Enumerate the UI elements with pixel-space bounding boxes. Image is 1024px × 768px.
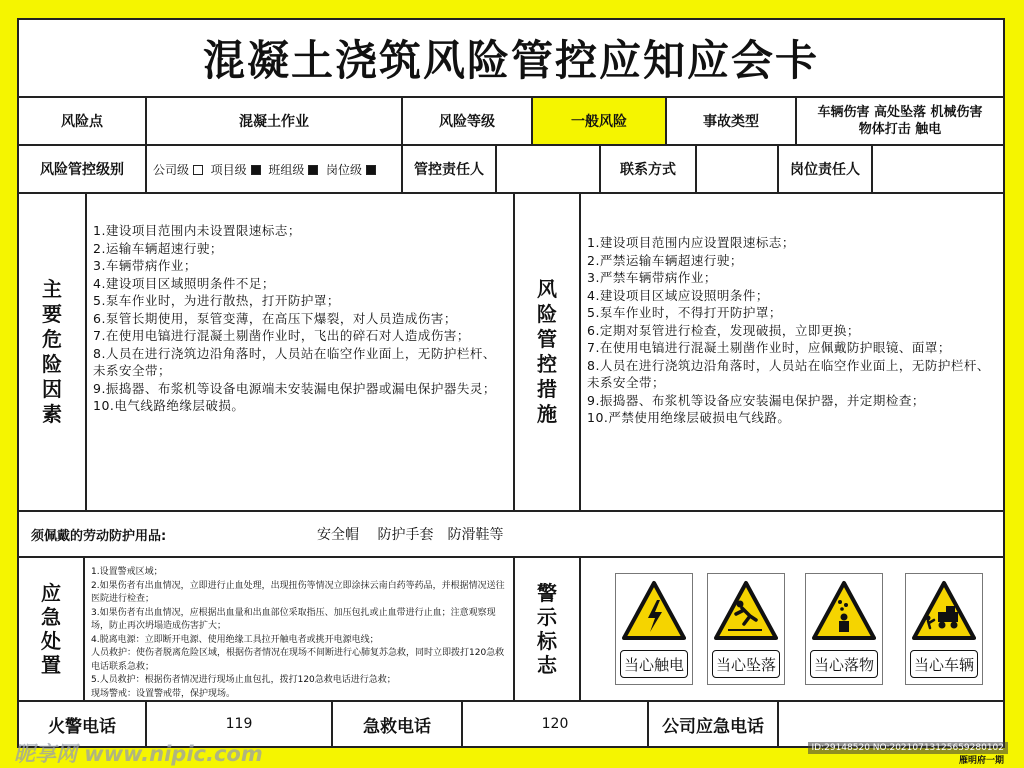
hazard-item: 9.振捣器、布浆机等设备电源端未安装漏电保护器或漏电保护器失灵； [93,380,496,396]
measure-item: 8.人员在进行浇筑边沿角落时，人员站在临空作业面上，无防护栏杆、未系安全带； [587,357,990,390]
measures-list [581,194,1005,512]
hazards-title: 主 要 危 险 因 素 [19,194,87,512]
hazards-list [87,194,515,512]
measure-item: 10.严禁使用绝缘层破损电气线路。 [587,410,791,425]
level-project: 项目级 [207,161,261,178]
measure-item: 1.建设项目范围内应设置限速标志； [587,235,795,250]
company-phone-label: 公司应急电话 [649,702,779,748]
level-post: 岗位级 [322,161,376,178]
falling-objects-icon [812,580,876,642]
measure-item: 4.建设项目区域应设照明条件； [587,287,769,303]
emergency-item: 1.设置警戒区域； [91,567,163,577]
electric-shock-icon [622,580,686,642]
warning-signs-panel [581,558,1005,702]
measure-item: 7.在使用电镐进行混凝土剔凿作业时，应佩戴防护眼镜、面罩； [587,340,951,355]
control-level-options [147,146,403,194]
hazard-item: 1.建设项目范围内未设置限速标志； [93,223,301,238]
warning-title: 警 示 标 志 [515,558,581,702]
hazard-item: 2.运输车辆超速行驶； [93,240,223,256]
risk-level-label: 风险等级 [403,98,533,146]
contact-value [697,146,779,194]
control-level-label: 风险管控级别 [19,146,147,194]
emergency-item: 现场警戒：设置警戒带，保护现场。 [91,688,236,699]
fire-phone-label: 火警电话 [19,702,147,748]
ambulance-phone-value: 120 [463,702,649,748]
emergency-item: 2.如果伤者有出血情况，立即进行止血处理，出现扭伤等情况立即涂抹云南白药等药品，并根据情况送往医院进行检查； [91,580,505,604]
emergency-item: 人员救护：使伤者脱离危险区域，根据伤者情况在现场不间断进行心肺复苏急救，同时立即拨打120急救电话联系急救； [91,648,505,672]
measure-item: 6.定期对泵管进行检查，发现破损，立即更换； [587,322,860,338]
hazard-item: 6.泵管长期使用，泵管变薄，在高压下爆裂，对人员造成伤害； [93,310,457,326]
responsible-value [497,146,601,194]
risk-level-value: 一般风险 [533,98,667,146]
measure-item: 9.振捣器、布浆机等设备应安装漏电保护器，并定期检查； [587,392,925,408]
footer-project-name: 雁明府一期 [958,756,1004,766]
hazard-item: 8.人员在进行浇筑边沿角落时，人员站在临空作业面上，无防护栏杆、未系安全带； [93,345,496,378]
fire-phone-value: 119 [147,702,333,748]
emergency-item: 3.如果伤者有出血情况，应根据出血量和出血部位采取指压、加压包扎或止血带进行止血；注意观察现场，防止再次坍塌造成伤害扩大； [91,607,496,631]
sign-label: 当心触电 [620,650,688,678]
sign-label: 当心坠落 [712,650,780,678]
responsible-label: 管控责任人 [403,146,497,194]
emergency-item: 5.人员救护：根据伤者情况进行现场止血包扎，拨打120急救电话进行急救； [91,675,396,685]
hazard-item: 7.在使用电镐进行混凝土剔凿作业时，飞出的碎石对人造成伤害； [93,328,470,343]
measure-item: 2.严禁运输车辆超速行驶； [587,252,743,268]
risk-point-value: 混凝土作业 [147,98,403,146]
accident-type-value [797,98,1005,146]
level-project-checkbox [251,165,261,175]
ambulance-phone-label: 急救电话 [333,702,463,748]
measure-item: 5.泵车作业时，不得打开防护罩； [587,305,782,320]
sign-falling-objects [805,573,883,685]
sign-label: 当心落物 [810,650,878,678]
watermark: 昵享网 www.nipic.com [14,742,263,766]
hazard-item: 10.电气线路绝缘层破损。 [93,398,245,413]
post-responsible-label: 岗位责任人 [779,146,873,194]
accident-type-line1: 车辆伤害 高处坠落 机械伤害 [817,105,983,120]
hazard-item: 4.建设项目区域照明条件不足； [93,275,275,291]
hazard-item: 5.泵车作业时，为进行散热，打开防护罩； [93,293,340,308]
post-responsible-value [873,146,1005,194]
accident-type-line2: 物体打击 触电 [858,122,942,137]
emergency-list [85,558,515,702]
level-team-checkbox [308,165,318,175]
ppe-row [19,512,1005,558]
risk-point-label: 风险点 [19,98,147,146]
accident-type-label: 事故类型 [667,98,797,146]
sign-vehicle [905,573,983,685]
level-team: 班组级 [265,161,319,178]
level-company: 公司级 [153,161,203,178]
measure-item: 3.严禁车辆带病作业； [587,270,717,285]
sign-falling [707,573,785,685]
risk-card [17,18,1005,748]
ppe-label: 须佩戴的劳动防护用品: [31,528,167,544]
sign-electric-shock [615,573,693,685]
emergency-title: 应 急 处 置 [19,558,85,702]
card-title: 混凝土浇筑风险管控应知应会卡 [19,20,1005,98]
contact-label: 联系方式 [601,146,697,194]
measures-title: 风 险 管 控 措 施 [515,194,581,512]
hazard-item: 3.车辆带病作业； [93,258,197,273]
emergency-item: 4.脱离电源：立即断开电源、使用绝缘工具拉开触电者或挑开电源电线； [91,634,379,645]
ppe-items: 安全帽 防护手套 防滑鞋等 [317,527,504,543]
sign-label: 当心车辆 [910,650,978,678]
level-post-checkbox [366,165,376,175]
falling-person-icon [714,580,778,642]
level-company-checkbox [193,165,203,175]
vehicle-icon [912,580,976,642]
image-id-tag: ID:29148520 NO:20210713125659280102 [808,742,1009,754]
